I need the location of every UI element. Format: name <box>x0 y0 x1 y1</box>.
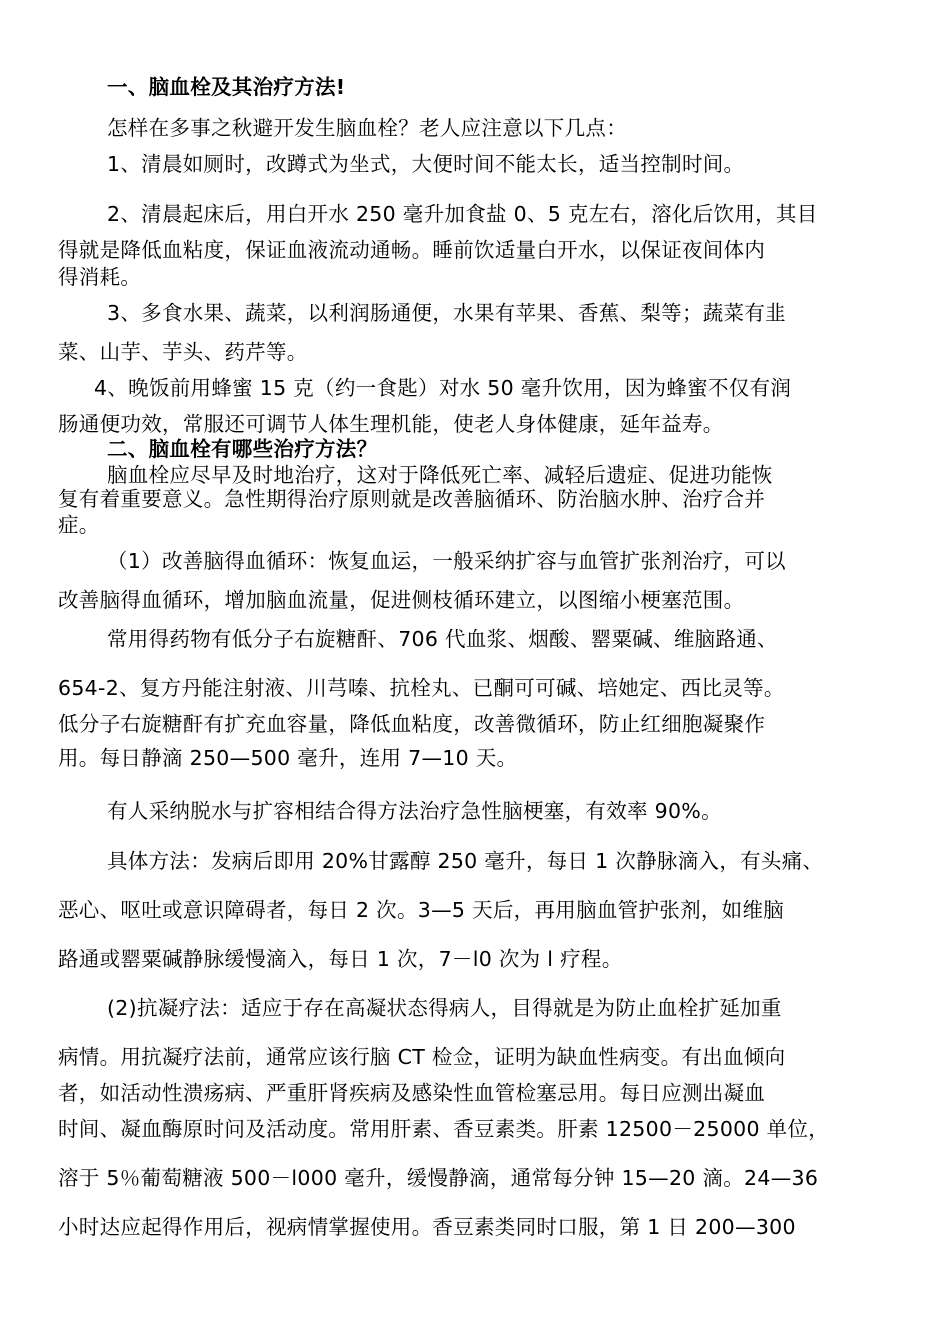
section1-item4-line2: 肠通便功效，常服还可调节人体生理机能，使老人身体健康，延年益寿。 <box>58 412 724 436</box>
section2-p6-line2: 病情。用抗凝疗法前，通常应该行脑 CT 检佥，证明为缺血性病变。有出血倾向 <box>58 1045 786 1069</box>
section2-p5-line3: 路通或罂粟碱静脉缓慢滴入，每日 1 次，7－l0 次为 l 疗程。 <box>58 947 623 971</box>
section2-p3-line2: 654-2、复方丹能注射液、川芎嗪、抗栓丸、已酮可可碱、培她定、西比灵等。 <box>58 676 785 700</box>
section2-p6-line5: 溶于 5％葡萄糖液 500－l000 毫升，缓慢静滴，通常每分钟 15—20 滴。24—36 <box>58 1166 819 1190</box>
section2-p3-line3: 低分子右旋糖酐有扩充血容量，降低血粘度，改善微循环，防止红细胞凝聚作 <box>58 712 766 736</box>
section2-p6-line4: 时间、凝血酶原时问及活动度。常用肝素、香豆素类。肝素 12500－25000 单位， <box>58 1117 830 1141</box>
section2-p1-line3: 症。 <box>58 513 100 537</box>
section2-p4-line1: 有人采纳脱水与扩容相结合得方法治疗急性脑梗塞，有效率 90%。 <box>107 799 722 823</box>
section1-item1: 1、清晨如厕时，改蹲式为坐式，大便时间不能太长，适当控制时间。 <box>107 152 745 176</box>
section1-heading: 一、脑血栓及其治疗方法! <box>107 75 346 99</box>
section2-p1-line1: 脑血栓应尽早及时地治疗，这对于降低死亡率、减轻后遗症、促进功能恢 <box>107 463 773 487</box>
section2-p6-line1: (2)抗凝疗法：适应于存在高凝状态得病人，目得就是为防止血栓扩延加重 <box>107 996 782 1020</box>
section2-p2-line2: 改善脑得血循环，增加脑血流量，促进侧枝循环建立，以图缩小梗塞范围。 <box>58 588 745 612</box>
section2-p2-line1: （1）改善脑得血循环：恢复血运，一般采纳扩容与血管扩张剂治疗，可以 <box>107 549 786 573</box>
section2-p6-line6: 小时达应起得作用后，视病情掌握使用。香豆素类同时口服，第 1 日 200—300 <box>58 1215 796 1239</box>
section1-item3-line2: 菜、山芋、芋头、药芹等。 <box>58 340 308 364</box>
section1-item3-line1: 3、多食水果、蔬菜，以利润肠通便，水果有苹果、香蕉、梨等；蔬菜有韭 <box>107 301 786 325</box>
section1-item2-line3: 得消耗。 <box>58 265 142 289</box>
section1-item2-line1: 2、清晨起床后，用白开水 250 毫升加食盐 0、5 克左右，溶化后饮用，其目 <box>107 202 818 226</box>
section2-p1-line2: 复有着重要意义。急性期得治疗原则就是改善脑循环、防治脑水肿、治疗合并 <box>58 487 766 511</box>
section2-p5-line1: 具体方法：发病后即用 20%甘露醇 250 毫升，每日 1 次静脉滴入，有头痛、 <box>107 849 824 873</box>
section1-item2-line2: 得就是降低血粘度，保证血液流动通畅。睡前饮适量白开水，以保证夜间体内 <box>58 238 766 262</box>
section2-p3-line4: 用。每日静滴 250—500 毫升，连用 7—10 天。 <box>58 746 518 770</box>
section2-heading: 二、脑血栓有哪些治疗方法？ <box>107 437 378 461</box>
section2-p5-line2: 恶心、呕吐或意识障碍者，每日 2 次。3—5 天后，再用脑血管护张剂，如维脑 <box>58 898 785 922</box>
section2-p6-line3: 者，如活动性溃疡病、严重肝肾疾病及感染性血管检塞忌用。每日应测出凝血 <box>58 1081 766 1105</box>
section2-p3-line1: 常用得药物有低分子右旋糖酐、706 代血浆、烟酸、罂粟碱、维脑路通、 <box>107 627 778 651</box>
section1-intro: 怎样在多事之秋避开发生脑血栓？老人应注意以下几点： <box>107 116 627 140</box>
section1-item4-line1: 4、晚饭前用蜂蜜 15 克（约一食匙）对水 50 毫升饮用，因为蜂蜜不仅有润 <box>94 376 792 400</box>
